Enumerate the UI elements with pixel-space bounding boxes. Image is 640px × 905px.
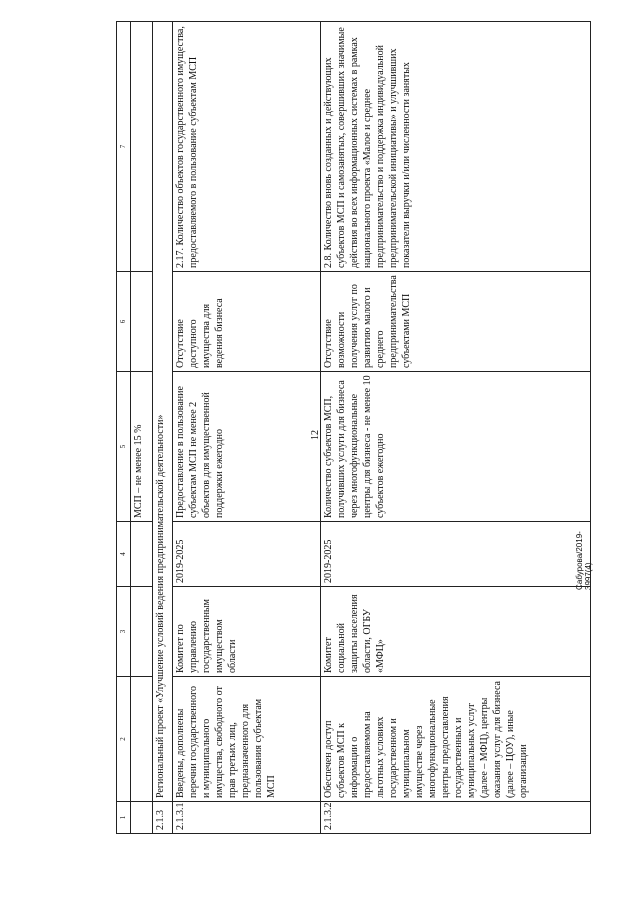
carryover-result: МСП – не менее 15 % [131, 372, 153, 522]
row-measure: Обеспечен доступ субъектов МСП к информации о предоставляемом на льготных условиях государственном и муниципальном имуществе через многофункциональные центры предоставления государственных и муниципальных услуг (далее – МФЦ), центры оказания услуг для бизнеса (далее – ЦОУ), иные организации [321, 677, 591, 802]
row-period: 2019-2025 [173, 522, 321, 587]
row-result: Количество субъектов МСП, получивших услуги для бизнеса через многофункциональные центры для бизнеса - не менее 10 субъектов ежегодно [321, 372, 591, 522]
row-code: 2.1.3.2 [321, 802, 591, 834]
row-problem: Отсутствие возможности получения услуг по развитию малого и среднего предпринимательства субъектами МСП [321, 272, 591, 372]
row-problem: Отсутствие доступного имущества для ведения бизнеса [173, 272, 321, 372]
section-code: 2.1.3 [153, 802, 173, 834]
table-row [173, 22, 321, 834]
row-executor: Комитет социальной защиты населения области, ОГБУ «МФЦ» [321, 587, 591, 677]
table-row [321, 22, 591, 834]
header-cell: 6 [117, 272, 131, 372]
row-measure: Введены, дополнены перечни государственного и муниципального имущества, свободного от прав третьих лиц, предназначенного для пользования субъектам МСП [173, 677, 321, 802]
rotated-table-container [116, 22, 584, 834]
section-title: Региональный проект «Улучшение условий ведения предпринимательской деятельности» [153, 22, 173, 802]
row-result: Предоставление в пользование субъектам МСП не менее 2 объектов для имущественной поддержки ежегодно [173, 372, 321, 522]
document-stamp: Сабурова/2019-3997(4) [575, 531, 593, 590]
row-executor: Комитет по управлению государственным имуществом области [173, 587, 321, 677]
carryover-row [131, 22, 153, 834]
row-period: 2019-2025 [321, 522, 591, 587]
section-row [153, 22, 173, 834]
row-indicator: 2.8. Количество вновь созданных и действующих субъектов МСП и самозанятых, совершивших значимые действия во всех информационных системах в рамках национального проекта «Малое и среднее предпринимательство и поддержка индивидуальной предпринимательской инициативы» и улучшивших показатели выручки и/или численности занятых [321, 22, 591, 272]
measures-table [116, 21, 591, 834]
row-indicator: 2.17. Количество объектов государственного имущества, предоставляемого в пользование субъектам МСП [173, 22, 321, 272]
row-code: 2.1.3.1 [173, 802, 321, 834]
page-number: 12 [310, 430, 321, 440]
header-cell: 5 [117, 372, 131, 522]
header-cell: 2 [117, 677, 131, 802]
header-cell: 7 [117, 22, 131, 272]
header-cell: 3 [117, 587, 131, 677]
header-cell: 1 [117, 802, 131, 834]
header-row [117, 22, 131, 834]
header-cell: 4 [117, 522, 131, 587]
